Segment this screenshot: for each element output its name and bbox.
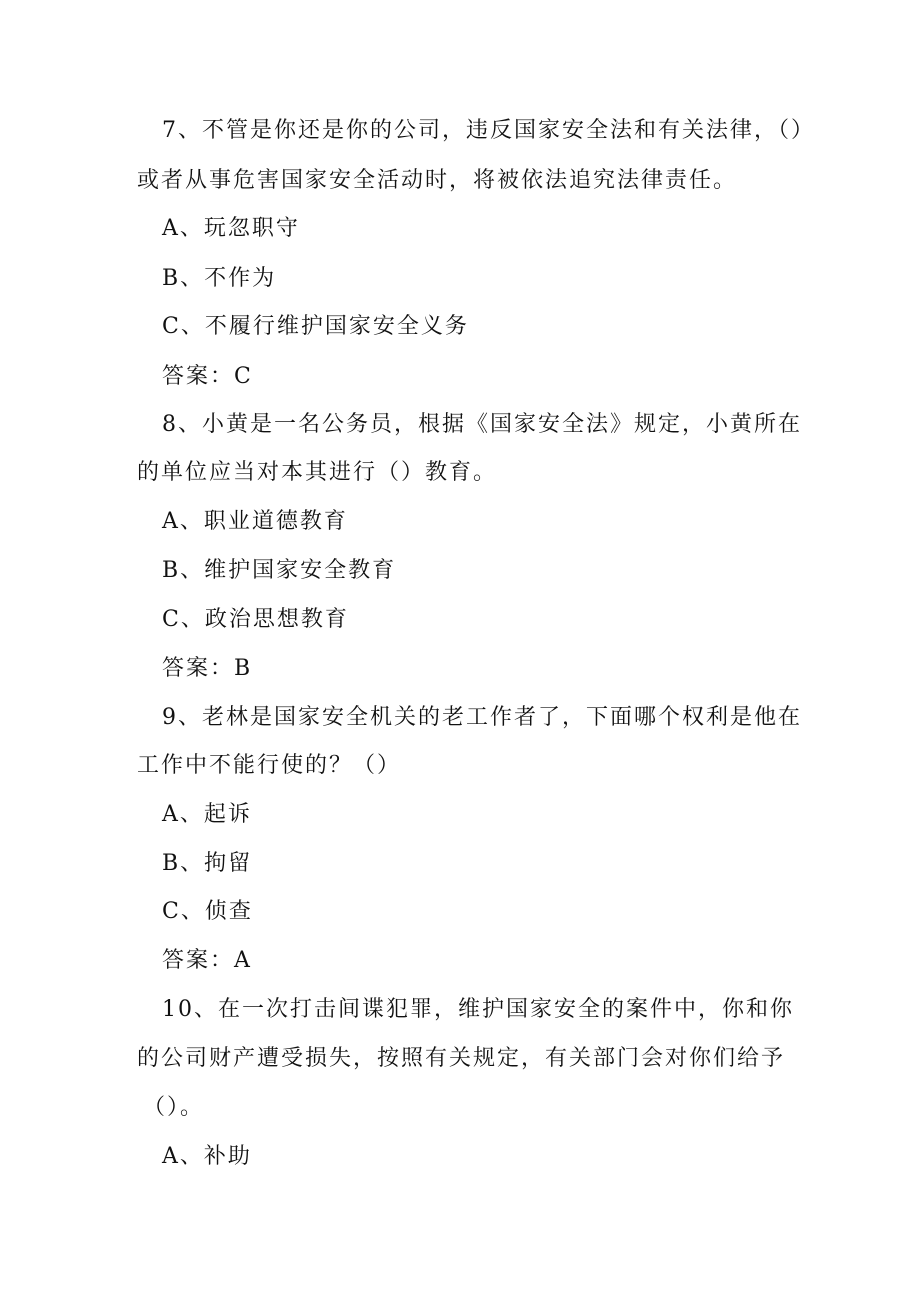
question-9-option-c: C、侦查 (162, 899, 253, 924)
question-7-answer: 答案：C (162, 364, 253, 389)
question-8-option-c: C、政治思想教育 (162, 607, 349, 632)
question-9-line-1: 9、老林是国家安全机关的老工作者了，下面哪个权利是他在 (162, 705, 802, 730)
question-7-line-1: 7、不管是你还是你的公司，违反国家安全法和有关法律，（） (162, 118, 815, 143)
question-10-line-1: 10、在一次打击间谍犯罪，维护国家安全的案件中，你和你 (162, 997, 794, 1022)
question-8-option-b: B、维护国家安全教育 (162, 558, 397, 583)
question-10-line-2: 的公司财产遭受损失，按照有关规定，有关部门会对你们给予 (137, 1046, 786, 1071)
question-8-option-a: A、职业道德教育 (162, 509, 348, 534)
question-8-line-2: 的单位应当对本其进行（）教育。 (137, 460, 498, 485)
question-7-option-a: A、玩忽职守 (162, 216, 300, 241)
question-9-option-a: A、起诉 (162, 802, 252, 827)
question-8-answer: 答案：B (162, 656, 253, 681)
question-9-answer: 答案：A (162, 948, 252, 973)
question-7-option-b: B、不作为 (162, 266, 277, 291)
question-7-line-2: 或者从事危害国家安全活动时，将被依法追究法律责任。 (137, 168, 738, 193)
question-9-line-2: 工作中不能行使的？（） (137, 753, 402, 778)
question-8-line-1: 8、小黄是一名公务员，根据《国家安全法》规定，小黄所在 (162, 412, 802, 437)
question-10-option-a: A、补助 (162, 1144, 252, 1169)
question-7-option-c: C、不履行维护国家安全义务 (162, 314, 469, 339)
question-10-line-3: （）。 (143, 1095, 205, 1120)
question-9-option-b: B、拘留 (162, 851, 253, 876)
